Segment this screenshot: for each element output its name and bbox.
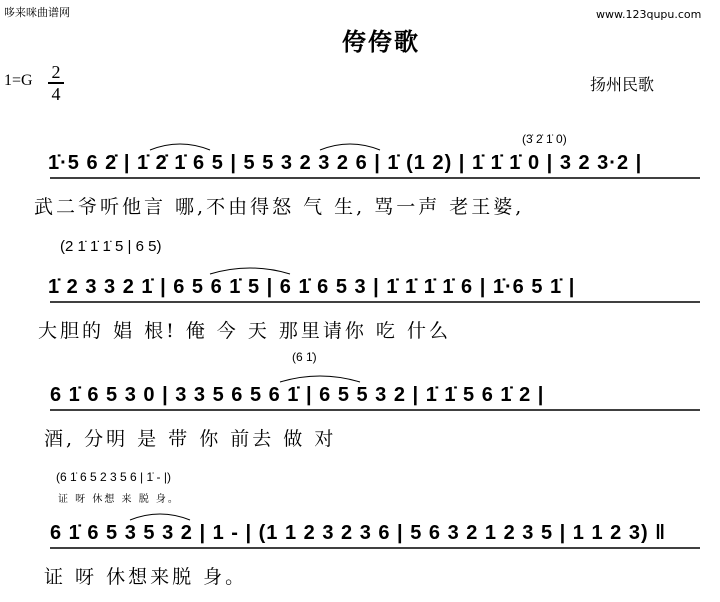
slur-1: [150, 144, 210, 150]
notation-line-4: 6 1̇ 6 5 3 5 3 2 | 1 - | (1 1 2 3 2 3 6 | 5 6 3 2 1 2 3 5 | 1 1 2 3) ‖: [50, 522, 667, 544]
slur-3: [210, 268, 290, 274]
notation-line-2: 1̇ 2 3 3 2 1̇ | 6 5 6 1̇ 5 | 6 1̇ 6 5 3 | 1̇ 1̇ 1̇ 1̇ 6 | 1̇·6 5 1̇ |: [48, 276, 576, 298]
lyrics-line-2: 大胆的 娼 根! 俺 今 天 那里请你 吃 什么: [38, 320, 451, 342]
grace-notes-line-1: (3̇ 2̇ 1̇ 0): [522, 132, 567, 146]
slur-marks: [130, 144, 380, 520]
site-name: 哆来咪曲谱网: [4, 6, 70, 19]
notation-line-3: 6 1̇ 6 5 3 0 | 3 3 5 6 5 6 1̇ | 6 5 5 3 2 | 1̇ 1̇ 5 6 1̇ 2 |: [50, 384, 545, 406]
slur-4: [280, 376, 360, 382]
meter-top: 2: [51, 62, 61, 82]
grace-notes-line-2: (2 1̇ 1̇ 1̇ 5 | 6 5): [60, 238, 162, 255]
grace-notes-line-3: (6 1̇): [292, 350, 317, 364]
song-title: 侉侉歌: [342, 28, 420, 56]
slur-5: [130, 514, 190, 520]
grace-lyrics-line-4: 证 呀 休想 来 脱 身。: [58, 494, 180, 505]
lyrics-line-1: 武二爷听他言 哪,不由得怒 气 生, 骂一声 老王婆,: [34, 196, 525, 218]
key-signature: 1=G: [4, 72, 33, 89]
site-url[interactable]: www.123qupu.com: [596, 8, 702, 21]
beam-lines: [50, 178, 700, 548]
meter-bottom: 4: [51, 83, 61, 104]
grace-notes-line-4: (6 1̇ 6 5 2 3 5 6 | 1̇ - |): [56, 470, 171, 484]
notation-line-1: 1̇·5 6 2̇ | 1̇ 2̇ 1̇ 6 5 | 5 5 3 2 3 2 6 | 1̇ (1 2) | 1̇ 1̇ 1̇ 0 | 3 2 3·2 |: [48, 152, 643, 174]
slur-2: [320, 144, 380, 150]
song-origin: 扬州民歌: [590, 75, 655, 94]
lyrics-line-4: 证 呀 休想来脱 身。: [44, 566, 248, 588]
lyrics-line-3: 酒, 分明 是 带 你 前去 做 对: [44, 428, 337, 450]
